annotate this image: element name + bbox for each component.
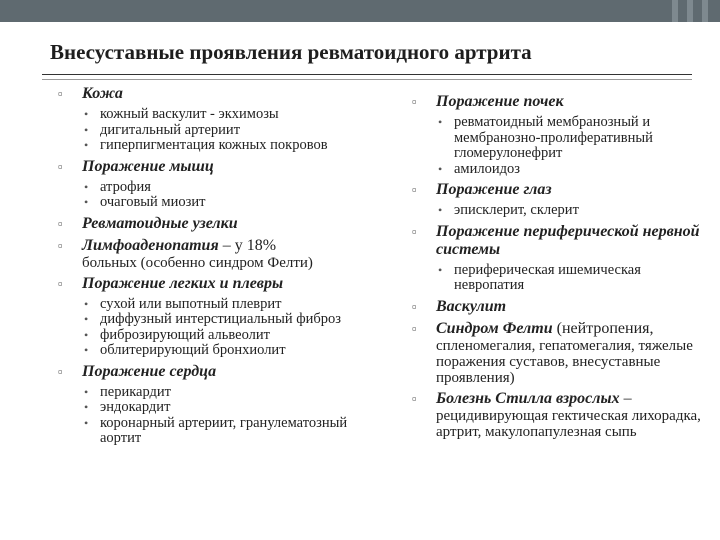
list-item: • дигитальный артериит (82, 123, 358, 139)
list-item: • ревматоидный мембранозный и мембранозно-пролиферативный гломерулонефрит (436, 115, 712, 162)
title-rule-thin (42, 79, 692, 80)
slide-title: Внесуставные проявления ревматоидного артрита (50, 40, 532, 64)
heading-lungs: ▫ Поражение легких и плевры (58, 275, 358, 293)
heading-heart: ▫ Поражение сердца (58, 363, 358, 381)
list-item: • облитерирующий бронхиолит (82, 343, 358, 359)
heading-felty (412, 320, 712, 338)
title-rule (42, 74, 692, 75)
list-item: • амилоидоз (436, 162, 712, 178)
list-item: • коронарный артериит, гранулематозный аортит (82, 416, 358, 447)
felty-heading-rest: (нейтропения, (552, 319, 654, 337)
heading-kidney: ▫ Поражение почек (412, 93, 712, 111)
heading-still (412, 390, 712, 408)
nerve-list (412, 263, 712, 294)
list-item: • эндокардит (82, 400, 358, 416)
list-item: • очаговый миозит (82, 195, 358, 211)
eye-list (412, 203, 712, 219)
list-item: • кожный васкулит - экхимозы (82, 107, 358, 123)
top-bar-accent (672, 0, 678, 22)
felty-heading-text: Синдром Фелти (436, 319, 553, 337)
still-continuation: рецидивирующая гектическая лихорадка, артрит, макулопапулезная сыпь (436, 407, 701, 440)
still-heading-text: Болезнь Стилла взрослых (436, 389, 620, 407)
list-item: • фиброзирующий альвеолит (82, 328, 358, 344)
list-item: • периферическая ишемическая невропатия (436, 263, 712, 294)
lung-list (58, 297, 358, 359)
kidney-list (412, 115, 712, 177)
lymph-heading-text: Лимфоаденопатия (82, 236, 219, 254)
top-bar (0, 0, 720, 22)
felty-continuation: спленомегалия, гепатомегалия, тяжелые поражения суставов, внесуставные проявления) (436, 337, 693, 386)
left-column (58, 85, 358, 447)
muscle-list (58, 180, 358, 211)
list-item: • диффузный интерстициальный фиброз (82, 312, 358, 328)
heading-eye: ▫ Поражение глаз (412, 181, 712, 199)
right-column (412, 93, 712, 440)
top-bar-accent (687, 0, 693, 22)
lymph-heading-rest: – у 18% (218, 236, 277, 254)
skin-list (58, 107, 358, 154)
heading-lymph (58, 237, 358, 255)
heading-muscle: ▫ Поражение мышц (58, 158, 358, 176)
top-bar-accent (702, 0, 708, 22)
list-item: • сухой или выпотный плеврит (82, 297, 358, 313)
heading-vasculitis: ▫ Васкулит (412, 298, 712, 316)
lymph-continuation: больных (особенно синдром Фелти) (82, 254, 313, 271)
heading-nodules: ▫ Ревматоидные узелки (58, 215, 358, 233)
heading-nerve: ▫ Поражение периферической нервной системы (412, 223, 712, 259)
list-item: • атрофия (82, 180, 358, 196)
list-item: • перикардит (82, 385, 358, 401)
list-item: • эписклерит, склерит (436, 203, 712, 219)
still-heading-rest: – (619, 389, 632, 407)
heart-list (58, 385, 358, 447)
list-item: • гиперпигментация кожных покровов (82, 138, 358, 154)
heading-skin: ▫ Кожа (58, 85, 358, 103)
